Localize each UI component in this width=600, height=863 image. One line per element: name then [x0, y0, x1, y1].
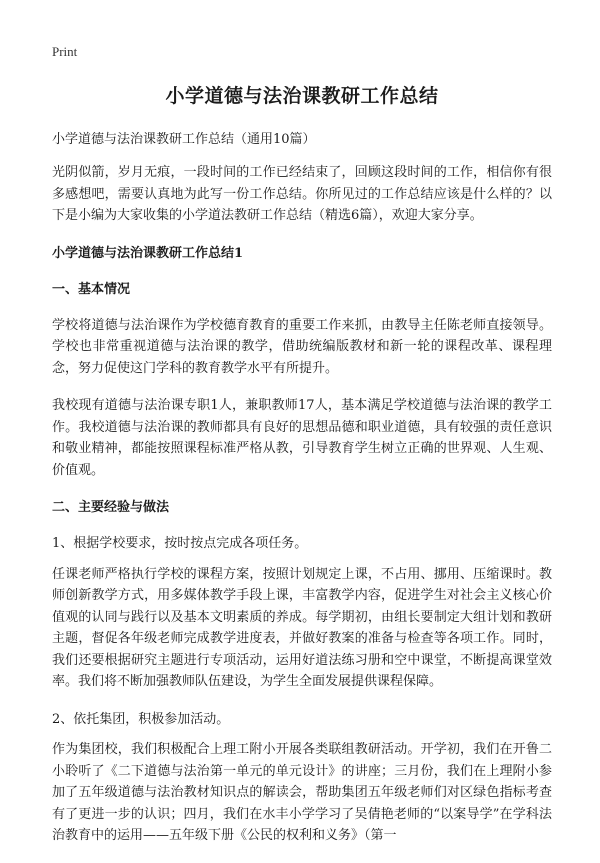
paragraph-2: 我校现有道德与法治课专职1人，兼职教师17人，基本满足学校道德与法治课的教学工作。我校道德与法治课的教师都具有良好的思想品德和职业道德，具有较强的责任意识和敬业精神，都能按照课程标准严格从教，引导教育学生树立正确的世界观、人生观、价值观。: [52, 398, 552, 478]
intro-paragraph: 光阴似箭，岁月无痕，一段时间的工作已经结束了，回顾这段时间的工作，相信你有很多感想吧，需要认真地为此写一份工作总结。你所见过的工作总结应该是什么样的？以下是小编为大家收集的小学道法教研工作总结（精选6篇），欢迎大家分享。: [52, 165, 552, 223]
list-item-2: 2、依托集团，积极参加活动。: [52, 711, 230, 727]
paragraph-3: 任课老师严格执行学校的课程方案，按照计划规定上课，不占用、挪用、压缩课时。教师创新教学方式，用多媒体教学手段上课，丰富教学内容，促进学生对社会主义核心价值观的认同与践行以及基本文明素质的养成。每学期初，由组长要制定大组计划和教研主题，督促各年级老师完成教学进度表，并做好教案的准备与检查等各项工作。同时，我们还要根据研究主题进行专项活动，运用好道法练习册和空中课堂，不断提高课堂效率。我们将不断加强教师队伍建设，为学生全面发展提供课程保障。: [52, 566, 552, 689]
section-heading: 小学道德与法治课教研工作总结1: [52, 245, 244, 261]
paragraph-1: 学校将道德与法治课作为学校德育教育的重要工作来抓，由教导主任陈老师直接领导。学校也非常重视道德与法治课的教学，借助统编版教材和新一轮的课程改革、课程理念，努力促使这门学科的教育教学水平有所提升。: [52, 317, 552, 376]
document-body: [52, 82, 552, 863]
document-subtitle: 小学道德与法治课教研工作总结（通用10篇）: [52, 132, 316, 147]
paragraph-4: 作为集团校，我们积极配合上理工附小开展各类联组教研活动。开学初，我们在开鲁二小聆听了《二下道德与法治第一单元的单元设计》的讲座；三月份，我们在上理附小参加了五年级道德与法治教材知识点的解读会，帮助集团五年级老师们对区绿色指标考查有了更进一步的认识；四月，我们在水丰小学学习了吴倩艳老师的“以案导学”在学科法治教育中的运用——五年级下册《公民的权利和义务》（第一: [52, 742, 552, 843]
print-link[interactable]: Print: [52, 44, 78, 59]
document-title: 小学道德与法治课教研工作总结: [165, 85, 439, 107]
list-item-1: 1、根据学校要求，按时按点完成各项任务。: [52, 536, 308, 551]
subheading-experience: 二、主要经验与做法: [52, 500, 170, 515]
subheading-basic-situation: 一、基本情况: [52, 281, 131, 297]
